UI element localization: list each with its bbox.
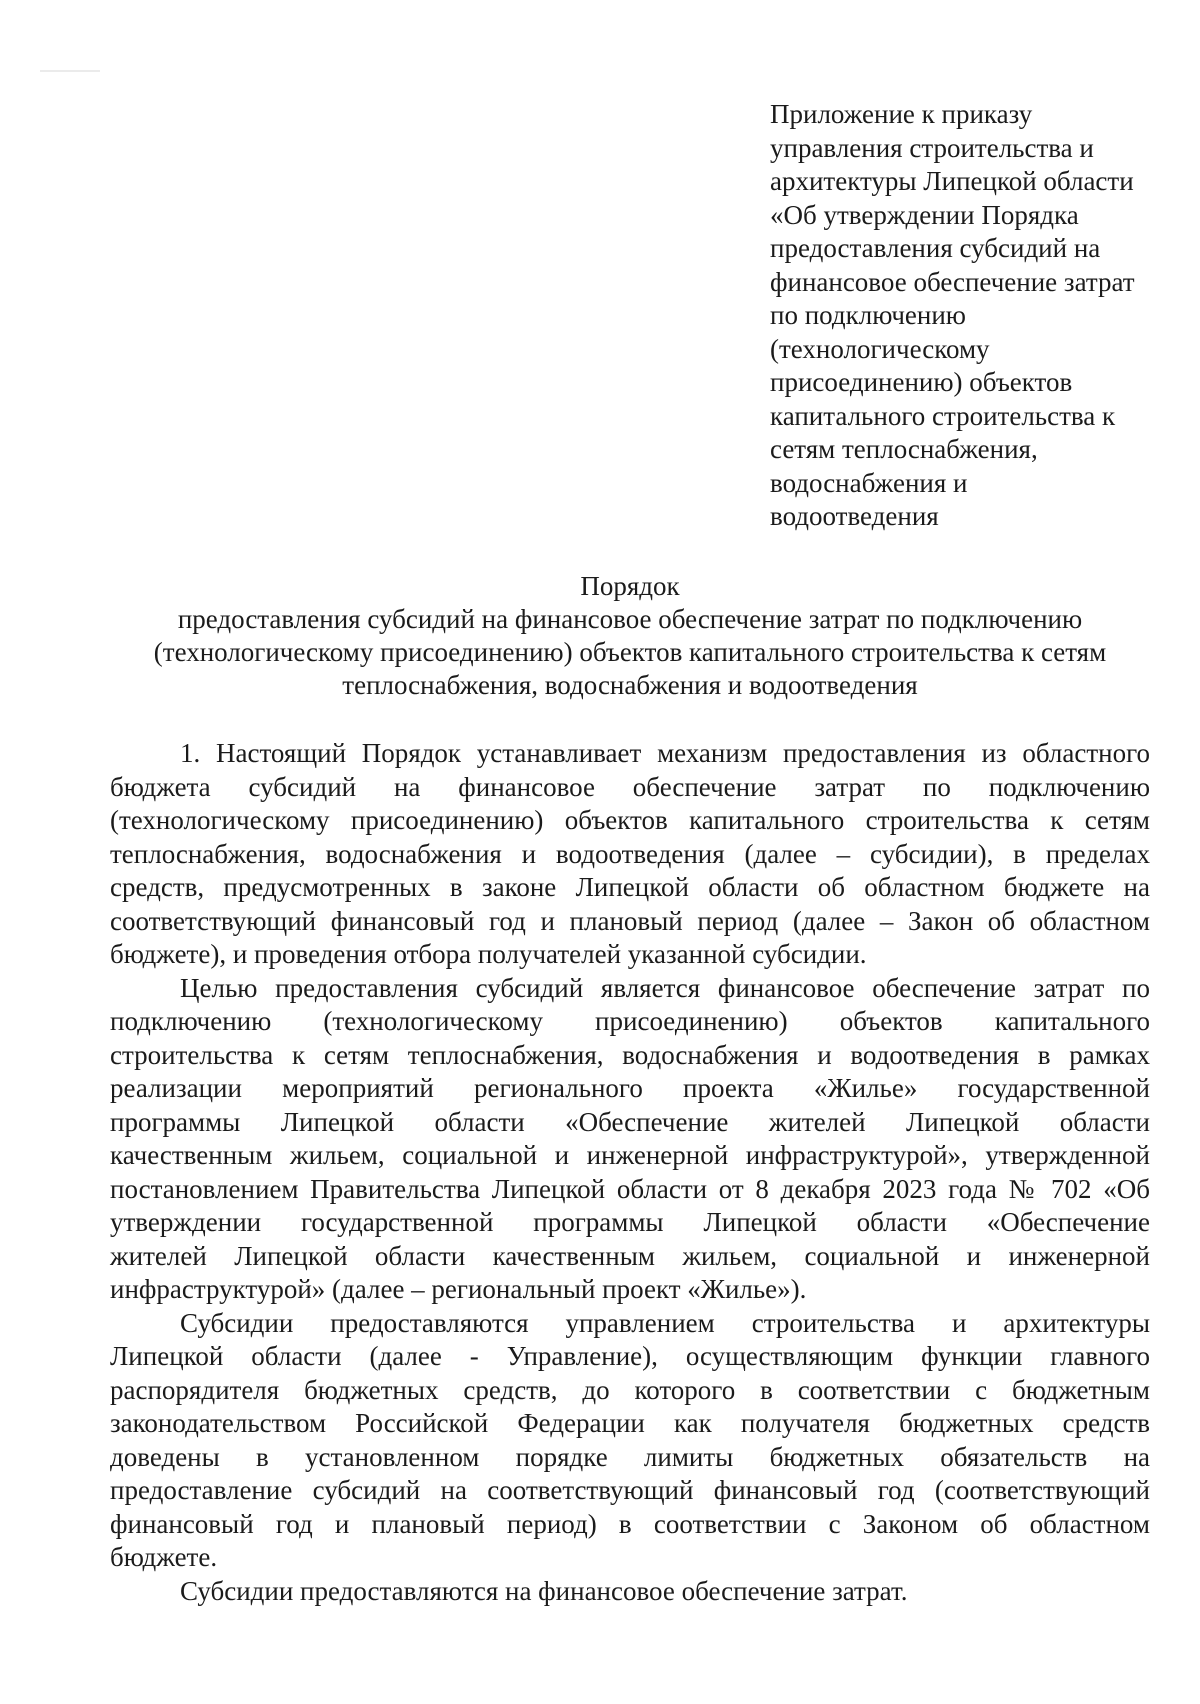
text-line: жителей Липецкой области качественным жильем, социальной и инженерной [110, 1240, 1150, 1271]
title-line: предоставления субсидий на финансовое обеспечение затрат по подключению [177, 604, 1083, 634]
appendix-line: финансовое обеспечение затрат [770, 266, 1135, 297]
appendix-line: водоснабжения и [770, 467, 968, 498]
text-line: строительства к сетям теплоснабжения, водоснабжения и водоотведения в рамках [110, 1039, 1150, 1070]
text-line: доведены в установленном порядке лимиты бюджетных обязательств на [110, 1441, 1150, 1472]
text-line: (технологическому присоединению) объектов капитального строительства к сетям [110, 805, 1150, 835]
text-line: Субсидии предоставляются управлением строительства и архитектуры [180, 1307, 1150, 1338]
text-line: Целью предоставления субсидий является финансовое обеспечение затрат по [180, 972, 1150, 1003]
appendix-line: управления строительства и [770, 132, 1094, 163]
appendix-line: присоединению) объектов [770, 367, 1073, 397]
text-line: инфраструктурой» (далее – региональный проект «Жилье»). [110, 1274, 807, 1304]
text-line: соответствующий финансовый год и плановый период (далее – Закон об областном [110, 905, 1150, 936]
document-body [110, 737, 1150, 1608]
appendix-header [770, 98, 1170, 534]
appendix-line: предоставления субсидий на [770, 233, 1101, 263]
text-line: бюджета субсидий на финансовое обеспечение затрат по подключению [110, 771, 1150, 802]
text-line: утверждении государственной программы Липецкой области «Обеспечение [110, 1207, 1150, 1237]
text-line: подключению (технологическому присоединению) объектов капитального [110, 1006, 1150, 1036]
paragraph-2 [110, 972, 1150, 1307]
paragraph-1 [110, 737, 1150, 972]
text-line: постановлением Правительства Липецкой области от 8 декабря 2023 года № 702 «Об [110, 1173, 1150, 1204]
text-line: распорядителя бюджетных средств, до которого в соответствии с бюджетным [110, 1374, 1150, 1405]
appendix-line: сетям теплоснабжения, [770, 434, 1038, 464]
text-line: законодательством Российской Федерации как получателя бюджетных средств [110, 1408, 1150, 1438]
appendix-line: капитального строительства к [770, 400, 1116, 431]
text-line: средств, предусмотренных в законе Липецкой области об областном бюджете на [110, 872, 1150, 902]
appendix-line: по подключению [770, 300, 966, 330]
appendix-line: «Об утверждении Порядка [770, 199, 1079, 230]
appendix-line: водоотведения [770, 501, 939, 531]
title-line: (технологическому присоединению) объектов капитального строительства к сетям [153, 637, 1107, 667]
text-line: финансовый год и плановый период) в соответствии с Законом об областном [110, 1508, 1150, 1539]
document-title [110, 570, 1150, 702]
paragraph-4 [110, 1575, 1150, 1609]
scan-artifact [40, 70, 100, 72]
text-line: предоставление субсидий на соответствующий финансовый год (соответствующий [110, 1475, 1150, 1505]
text-line: программы Липецкой области «Обеспечение жителей Липецкой области [110, 1106, 1150, 1137]
appendix-line: (технологическому [770, 333, 990, 364]
paragraph-3 [110, 1307, 1150, 1575]
appendix-line: архитектуры Липецкой области [770, 166, 1134, 196]
text-line: теплоснабжения, водоснабжения и водоотведения (далее – субсидии), в пределах [110, 838, 1150, 869]
text-line: Субсидии предоставляются на финансовое обеспечение затрат. [180, 1575, 908, 1606]
title-line: теплоснабжения, водоснабжения и водоотведения [342, 670, 918, 700]
text-line: бюджете. [110, 1542, 218, 1572]
text-line: Липецкой области (далее - Управление), осуществляющим функции главного [110, 1341, 1150, 1371]
text-line: качественным жильем, социальной и инженерной инфраструктурой», утвержденной [110, 1140, 1150, 1170]
text-line: бюджете), и проведения отбора получателей указанной субсидии. [110, 939, 867, 969]
text-line: 1. Настоящий Порядок устанавливает механизм предоставления из областного [180, 738, 1150, 768]
title-heading: Порядок [580, 571, 680, 601]
appendix-line: Приложение к приказу [770, 99, 1033, 129]
text-line: реализации мероприятий регионального проекта «Жилье» государственной [110, 1073, 1150, 1103]
